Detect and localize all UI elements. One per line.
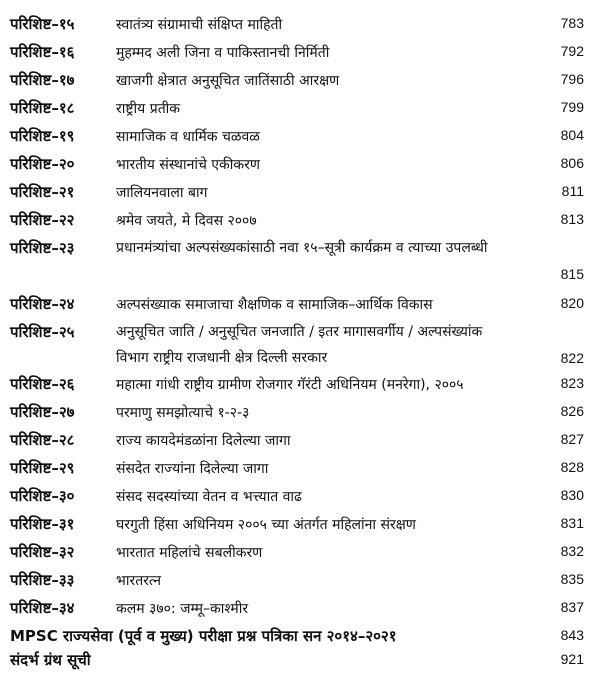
- entry-title: सामाजिक व धार्मिक चळवळ: [116, 129, 260, 145]
- entry-page: 828: [560, 459, 584, 475]
- entry-page: 822: [560, 350, 584, 366]
- entry-title: महात्मा गांधी राष्ट्रीय ग्रामीण रोजगार गॅरंटी अधिनियम (मनरेगा), २००५: [116, 377, 464, 393]
- entry-title: अल्पसंख्याक समाजाचा शैक्षणिक व सामाजिक–आर्थिक विकास: [116, 297, 433, 313]
- toc-entry: [0, 180, 600, 206]
- entry-title: परमाणु समझोत्याचे १-२-३: [116, 405, 250, 421]
- toc-entry: [0, 124, 600, 150]
- entry-page: 835: [560, 571, 584, 587]
- toc-entry: [0, 208, 600, 234]
- entry-title: MPSC राज्यसेवा (पूर्व व मुख्य) परीक्षा प्रश्न पत्रिका सन २०१४–२०२१: [10, 627, 397, 645]
- entry-page: 815: [560, 266, 584, 282]
- toc-entry: [0, 40, 600, 66]
- toc-entry: [0, 456, 600, 482]
- entry-page: 831: [560, 515, 584, 531]
- entry-title: जालियनवाला बाग: [116, 185, 208, 201]
- entry-title: घरगुती हिंसा अधिनियम २००५ च्या अंतर्गत महिलांना संरक्षण: [116, 517, 416, 533]
- toc-entry: [0, 428, 600, 454]
- toc-entry: [0, 596, 600, 622]
- entry-page: 823: [560, 375, 584, 391]
- entry-label: परिशिष्ट–२४: [10, 295, 75, 313]
- entry-page: 806: [560, 155, 584, 171]
- toc-entry: [0, 12, 600, 38]
- entry-title: भारतरत्न: [116, 573, 161, 589]
- entry-page: 783: [560, 15, 584, 31]
- toc-entry: [0, 540, 600, 566]
- entry-page: 921: [560, 651, 584, 667]
- entry-page: 820: [560, 295, 584, 311]
- entry-label: परिशिष्ट–३४: [10, 599, 75, 617]
- entry-title: मुहम्मद अली जिना व पाकिस्तानची निर्मिती: [116, 45, 330, 61]
- entry-label: परिशिष्ट–२६: [10, 375, 75, 393]
- entry-title: भारतात महिलांचे सबलीकरण: [116, 545, 263, 561]
- entry-page: 827: [560, 431, 584, 447]
- entry-label: परिशिष्ट–२२: [10, 211, 75, 229]
- entry-title: प्रधानमंत्र्यांचा अल्पसंख्यकांसाठी नवा १५–सूत्री कार्यक्रम व त्याच्या उपलब्धी: [116, 240, 488, 256]
- entry-page: 830: [560, 487, 584, 503]
- entry-label: परिशिष्ट–२१: [10, 183, 75, 201]
- entry-title: श्रमेव जयते, मे दिवस २००७: [116, 213, 257, 229]
- entry-page: 792: [560, 43, 584, 59]
- entry-title: कलम ३७०: जम्मू–काश्मीर: [116, 601, 249, 617]
- toc-entry: [0, 68, 600, 94]
- entry-title: संदर्भ ग्रंथ सूची: [10, 651, 91, 669]
- entry-label: परिशिष्ट–२५: [10, 323, 75, 341]
- entry-label: परिशिष्ट–३१: [10, 515, 75, 533]
- toc-entry: [0, 292, 600, 318]
- entry-label: परिशिष्ट–२०: [10, 155, 75, 173]
- entry-title: अनुसूचित जाति / अनुसूचित जनजाति / इतर मागासवर्गीय / अल्पसंख्यांक विभाग राष्ट्रीय राजधानी क्षेत्र दिल्ली सरकार: [116, 324, 483, 366]
- entry-page: 832: [560, 543, 584, 559]
- entry-title: खाजगी क्षेत्रात अनुसूचित जातिंसाठी आरक्षण: [116, 73, 340, 89]
- toc-entry: [0, 372, 600, 398]
- entry-label: परिशिष्ट–१९: [10, 127, 75, 145]
- toc-entry: [0, 236, 600, 286]
- toc-entry: [0, 484, 600, 510]
- entry-title: संसद सदस्यांच्या वेतन व भत्त्यात वाढ: [116, 489, 302, 505]
- entry-label: परिशिष्ट–१५: [10, 15, 75, 33]
- entry-page: 811: [561, 183, 584, 199]
- entry-page: 826: [560, 403, 584, 419]
- entry-label: परिशिष्ट–३०: [10, 487, 75, 505]
- entry-label: परिशिष्ट–२३: [10, 239, 75, 257]
- entry-page: 804: [560, 127, 584, 143]
- toc-entry: [0, 320, 600, 370]
- entry-page: 799: [560, 99, 584, 115]
- entry-title: राज्य कायदेमंडळांना दिलेल्या जागा: [116, 433, 291, 449]
- toc-entry-bibliography: [0, 648, 600, 674]
- entry-label: परिशिष्ट–१८: [10, 99, 75, 117]
- entry-label: परिशिष्ट–२९: [10, 459, 75, 477]
- entry-label: परिशिष्ट–१६: [10, 43, 75, 61]
- toc-entry-mpsc: [0, 624, 600, 650]
- entry-label: परिशिष्ट–२८: [10, 431, 75, 449]
- entry-label: परिशिष्ट–३३: [10, 571, 75, 589]
- entry-label: परिशिष्ट–३२: [10, 543, 75, 561]
- entry-title: संसदेत राज्यांना दिलेल्या जागा: [116, 461, 269, 477]
- entry-title: स्वातंत्र्य संग्रामाची संक्षिप्त माहिती: [116, 17, 283, 33]
- entry-page: 843: [560, 627, 584, 643]
- entry-label: परिशिष्ट–२७: [10, 403, 75, 421]
- entry-label: परिशिष्ट–१७: [10, 71, 75, 89]
- entry-page: 837: [560, 599, 584, 615]
- toc-entry: [0, 152, 600, 178]
- entry-title: राष्ट्रीय प्रतीक: [116, 101, 181, 117]
- entry-title: भारतीय संस्थानांचे एकीकरण: [116, 157, 261, 173]
- toc-entry: [0, 96, 600, 122]
- toc-entry: [0, 512, 600, 538]
- toc-entry: [0, 400, 600, 426]
- entry-page: 813: [560, 211, 584, 227]
- entry-page: 796: [560, 71, 584, 87]
- toc-entry: [0, 568, 600, 594]
